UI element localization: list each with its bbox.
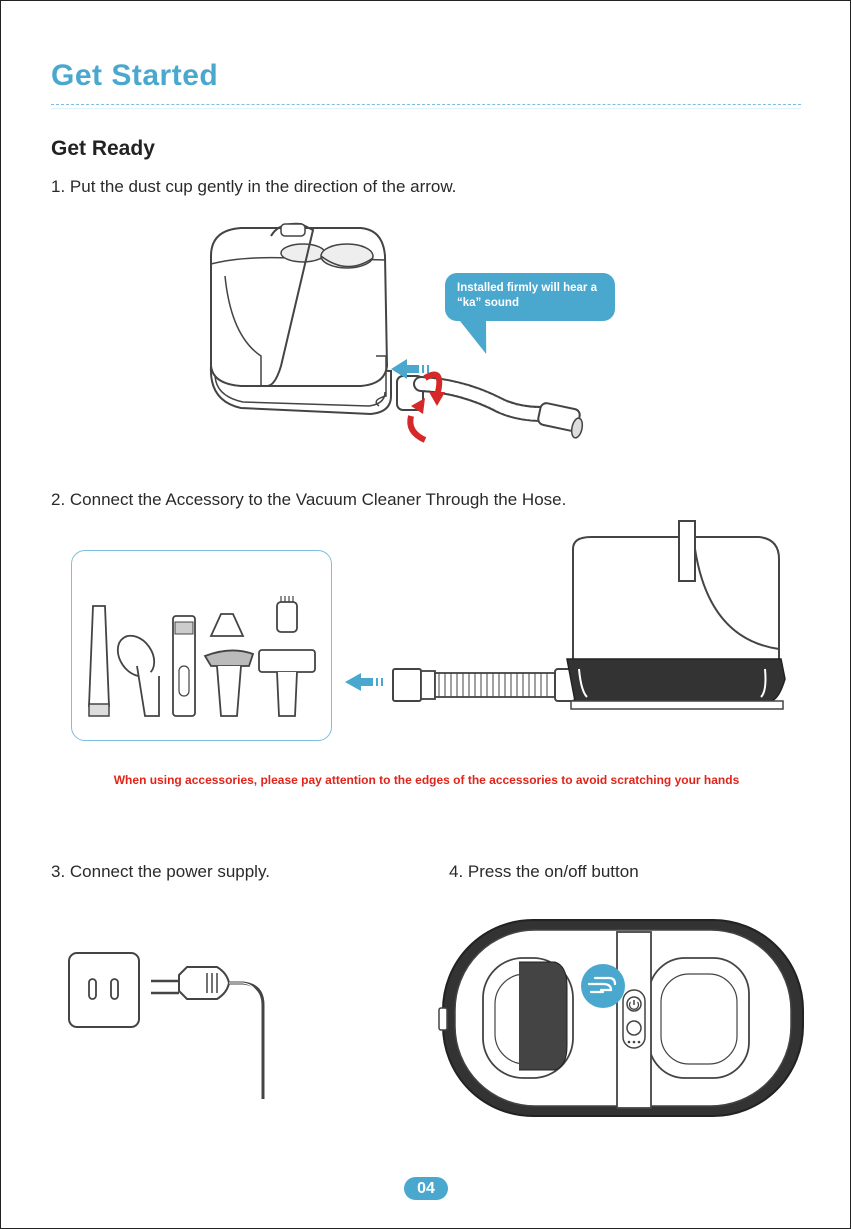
vacuum-side-illustration: [391, 519, 791, 719]
title-divider-shadow: [51, 108, 801, 109]
step-2-text: 2. Connect the Accessory to the Vacuum Cleaner Through the Hose.: [51, 490, 567, 509]
callout-line-1: Installed firmly will hear a: [457, 282, 597, 294]
accessories-illustration: [81, 596, 331, 726]
page-title: Get Started: [51, 59, 219, 92]
callout-line-2: “ka” sound: [457, 297, 519, 309]
press-hand-icon: [581, 964, 625, 1008]
title-divider: [51, 104, 801, 105]
step-3-text: 3. Connect the power supply.: [51, 862, 270, 881]
vacuum-hose-illustration: [201, 216, 591, 456]
power-plug-illustration: [67, 951, 277, 1101]
section-title: Get Ready: [51, 137, 155, 160]
accessory-warning: When using accessories, please pay attention to the edges of the accessories to avoid scratching your hands: [113, 773, 740, 787]
install-callout: [445, 273, 615, 321]
step-4-text: 4. Press the on/off button: [449, 862, 639, 881]
page-number-badge: 04: [404, 1177, 448, 1200]
step-1-text: 1. Put the dust cup gently in the direction of the arrow.: [51, 177, 457, 196]
insert-arrow-icon: [345, 673, 385, 691]
top-view-illustration: [439, 916, 809, 1121]
